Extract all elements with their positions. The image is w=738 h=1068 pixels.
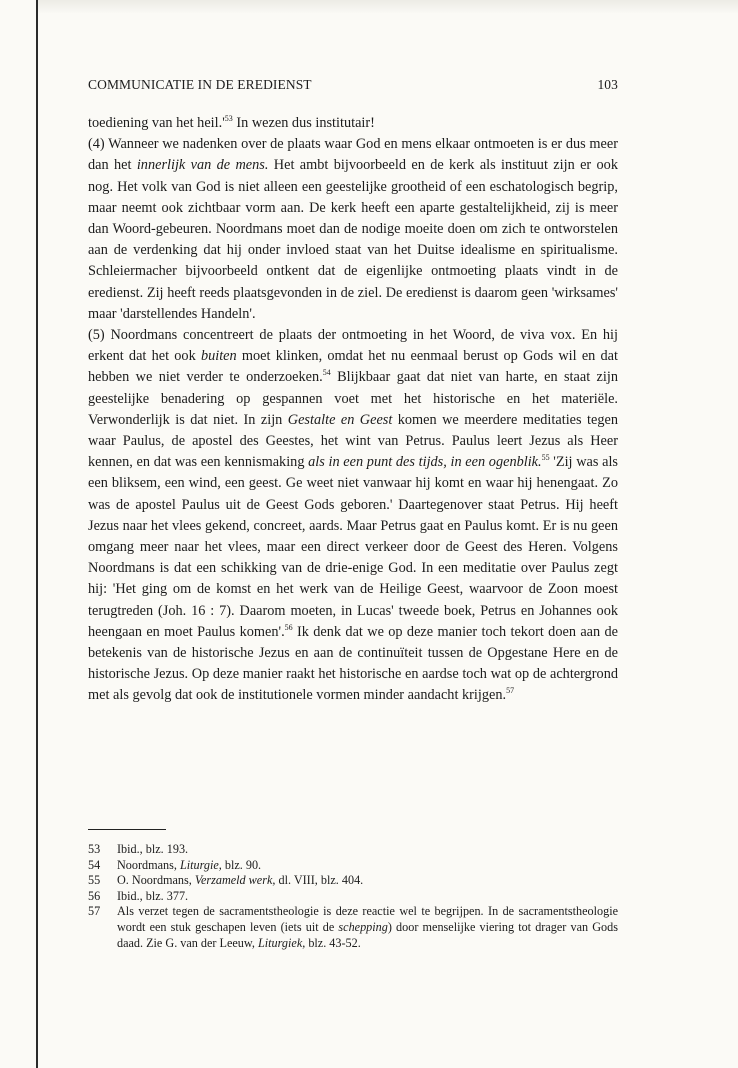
footnote-ref-54: 54 bbox=[322, 368, 331, 378]
footnote-number: 54 bbox=[88, 857, 101, 872]
text-run: (5) Noordmans concentreert de plaats der ontmoeting in het Woord, de viva vox. En hij erkent dat het ook bbox=[88, 327, 618, 365]
text-run: Als verzet tegen de sacramentstheologie is deze reactie wel te begrijpen. In de sacramentstheologie wordt een stuk geschapen leven (iets uit de bbox=[117, 904, 618, 934]
text-run: In wezen dus institutair! bbox=[232, 115, 375, 131]
italic-run: buiten bbox=[200, 348, 237, 365]
footnote-56 bbox=[88, 889, 618, 905]
text-run: dl. VIII, blz. 404. bbox=[275, 873, 364, 888]
page-number: 103 bbox=[597, 77, 618, 92]
footnote-number: 56 bbox=[88, 888, 101, 903]
footnote-number: 57 bbox=[88, 904, 101, 919]
italic-run: als in een punt des tijds, in een ogenblik. bbox=[308, 454, 542, 471]
text-run: ) door menselijke viering tot drager van Gods daad. Zie G. van der Leeuw, bbox=[117, 919, 618, 950]
footnote-ref-55: 55 bbox=[541, 453, 550, 463]
text-run: komen we meerdere meditaties tegen waar Paulus, de apostel des Geestes, het wint van Petrus. Paulus leert Jezus als Heer kennen, en dat was een kennismaking bbox=[88, 411, 618, 471]
paragraph-point-5 bbox=[88, 325, 618, 707]
italic-run: Verzameld werk, bbox=[194, 873, 276, 888]
text-run: 'Zij was als een bliksem, een wind, een geest. Ge weet niet vanwaar hij komt en waar hij henengaat. Zo was de apostel Paulus uit de Geest Gods geboren.' Daartegenover staat Petrus. Hij heeft Jezus naar het vlees gekend, concreet, aards. Maar Petrus gaat en Paulus komt. Er is nu geen omgang meer naar het vlees, maar een direct verkeer door de Geest des Heren. Volgens Noordmans is dat een schikking van de drie-enige God. In een meditatie over Paulus zegt hij: 'Het ging om de komst en het werk van de Heilige Geest, waarvoor de Zoon moest terugtreden (Joh. 16 : 7). Daarom moeten, in Lucas' tweede boek, Petrus en Johannes ook heengaan en moet Paulus komen'. bbox=[88, 454, 618, 640]
text-run: Noordmans, bbox=[117, 857, 180, 872]
footnotes bbox=[88, 842, 618, 951]
text-run: blz. 90. bbox=[221, 857, 262, 872]
footnote-ref-53: 53 bbox=[224, 114, 233, 124]
text-run: moet klinken, omdat het nu eenmaal berust op Gods wil en dat hebben we niet verder te onderzoeken. bbox=[88, 348, 618, 386]
text-run: Ibid., blz. 193. bbox=[117, 842, 189, 856]
book-spine-edge bbox=[36, 0, 38, 1068]
paragraph-continuation bbox=[88, 113, 618, 134]
italic-run: Gestalte en Geest bbox=[287, 411, 393, 428]
footnote-ref-56: 56 bbox=[284, 623, 293, 633]
text-run: toediening van het heil.' bbox=[88, 115, 225, 131]
italic-run: Liturgie, bbox=[179, 857, 222, 872]
footnote-54 bbox=[88, 858, 618, 874]
text-run: Ik denk dat we op deze manier toch tekort doen aan de betekenis van de historische Jezus en aan de continuïteit tussen de Opgestane Here en de historische Jezus. Op deze manier raakt het historische en aardse toch wat op de achtergrond met als gevolg dat ook de institutionele vormen minder aandacht krijgen. bbox=[88, 623, 619, 704]
text-run: Blijkbaar gaat dat niet van harte, en staat zijn geestelijke benadering op gespannen voet met het historische en het materiële. Verwonderlijk is dat niet. In zijn bbox=[88, 369, 618, 428]
running-title: COMMUNICATIE IN DE EREDIENST bbox=[88, 77, 312, 92]
footnote-separator bbox=[88, 829, 166, 830]
text-run: Het ambt bijvoorbeeld en de kerk als instituut zijn er ook nog. Het volk van God is niet alleen een geestelijke grootheid of een eschatologisch begrip, maar neemt ook zichtbaar vorm aan. De kerk heeft een aparte gestaltelijkheid, zij is meer dan Woord-gebeuren. Noordmans moet dan de nodige moeite doen om zich te ontworstelen aan de verdenking dat hij onder invloed staat van het Duitse idealisme en spiritualisme. Schleiermacher bijvoorbeeld ontkent dat de eigenlijke ontmoeting plaats vindt in de eredienst. Zij heeft reeds plaatsgevonden in de ziel. De eredienst is daarom geen 'wirksames' maar 'darstellendes Handeln'. bbox=[88, 157, 618, 322]
footnote-ref-57: 57 bbox=[506, 686, 515, 696]
italic-run: innerlijk van de mens. bbox=[136, 157, 269, 174]
footnote-53 bbox=[88, 842, 618, 858]
body-text bbox=[88, 113, 618, 707]
text-run: O. Noordmans, bbox=[117, 873, 195, 888]
italic-run: schepping bbox=[338, 919, 388, 934]
text-run: blz. 43-52. bbox=[305, 935, 361, 950]
footnote-55 bbox=[88, 873, 618, 889]
footnote-number: 55 bbox=[88, 873, 101, 888]
page-top-shadow bbox=[38, 0, 738, 14]
footnote-57 bbox=[88, 904, 618, 951]
text-run: (4) Wanneer we nadenken over de plaats waar God en mens elkaar ontmoeten is er dus meer dan het bbox=[88, 136, 618, 174]
text-run: Ibid., blz. 377. bbox=[117, 888, 189, 903]
italic-run: Liturgiek, bbox=[258, 935, 306, 950]
paragraph-point-4 bbox=[88, 134, 618, 325]
footnote-number: 53 bbox=[88, 842, 101, 856]
